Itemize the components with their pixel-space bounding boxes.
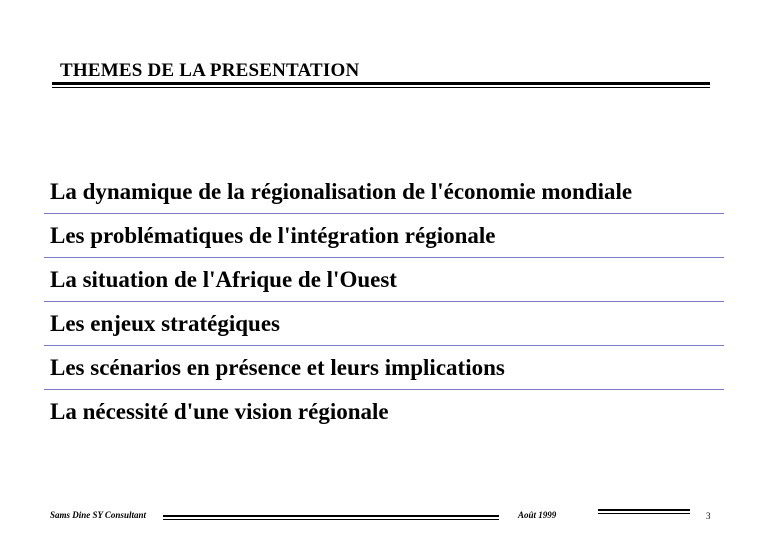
topic-item: La dynamique de la régionalisation de l'économie mondiale (44, 170, 724, 214)
topic-item: La situation de l'Afrique de l'Ouest (44, 258, 724, 302)
topic-list (44, 170, 724, 434)
page-number: 3 (706, 511, 711, 521)
title-underline-thin (52, 87, 710, 88)
topic-item: Les scénarios en présence et leurs implications (44, 346, 724, 390)
footer-rule-thick (163, 515, 499, 517)
footer-date: Août 1999 (518, 510, 557, 520)
slide-title: THEMES DE LA PRESENTATION (60, 60, 360, 81)
topic-item: Les problématiques de l'intégration régionale (44, 214, 724, 258)
topic-item: Les enjeux stratégiques (44, 302, 724, 346)
topic-item: La nécessité d'une vision régionale (50, 399, 389, 424)
footer-author: Sams Dine SY Consultant (50, 510, 146, 520)
footer-rule-thin (163, 519, 499, 520)
footer-right-rule-thick (598, 509, 690, 511)
footer-right-rule-thin (598, 513, 690, 514)
title-underline-thick (52, 82, 710, 85)
